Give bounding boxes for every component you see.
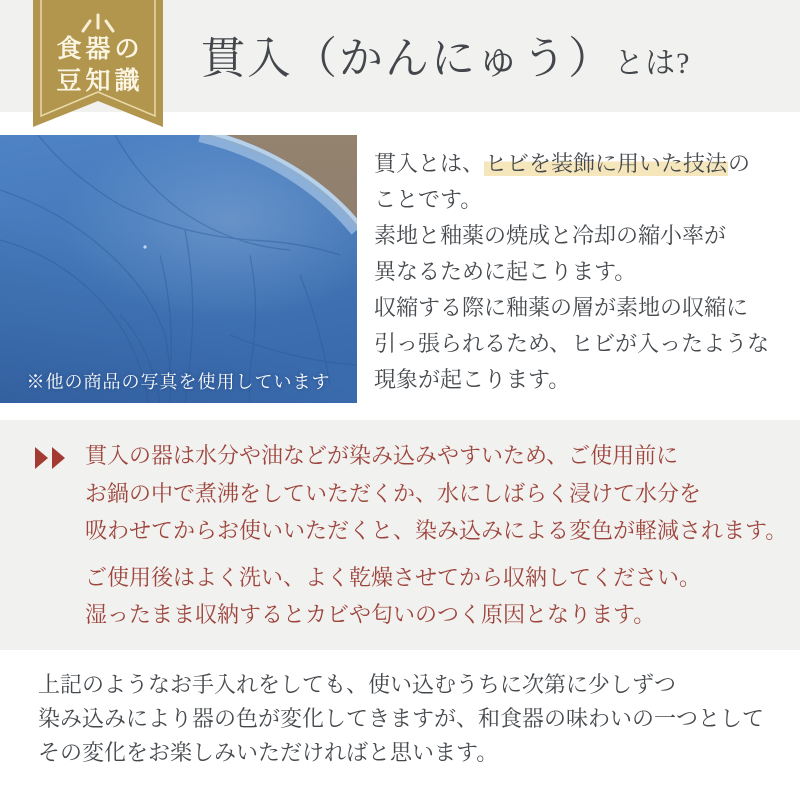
page-title-main: 貫入（かんにゅう） — [201, 34, 615, 83]
care-instructions-text — [85, 437, 787, 634]
ribbon-label-line1: 食器の — [56, 35, 144, 63]
aging-note-line: 染み込みにより器の色が変化してきますが、和食器の味わいの一つとして — [38, 706, 765, 731]
description-line: 現象が起こります。 — [374, 367, 571, 392]
kannyu-description — [374, 146, 769, 398]
knowledge-ribbon-badge — [33, 0, 163, 128]
aging-note-text — [38, 668, 764, 770]
crackle-glaze-photo — [0, 135, 357, 403]
care-line: ご使用後はよく洗い、よく乾燥させてから収納してください。 — [85, 564, 702, 590]
care-paragraph-1 — [85, 437, 787, 550]
care-line: 湿ったまま収納するとカビや匂いのつく原因となります。 — [85, 602, 656, 627]
page-title — [201, 22, 690, 86]
photo-caption: ※他の商品の写真を使用しています — [26, 372, 331, 392]
description-line: 収縮する際に釉薬の層が素地の収縮に — [374, 295, 749, 320]
care-line: お鍋の中で煮沸をしていただくか、水にしばらく浸けて水分を — [85, 480, 702, 506]
description-line: 素地と釉薬の焼成と冷却の縮小率が — [374, 223, 727, 248]
double-arrow-right-icon — [35, 447, 69, 469]
care-line: 吸わせてからお使いいただくと、染み込みによる変色が軽減されます。 — [85, 518, 788, 543]
aging-note-line: 上記のようなお手入れをしても、使い込むうちに次第に少しずつ — [38, 672, 677, 697]
care-paragraph-2 — [85, 559, 787, 634]
ribbon-label — [33, 33, 163, 97]
description-line: 異なるために起こります。 — [374, 259, 637, 284]
highlighted-phrase: ヒビを装飾に用いた技法 — [485, 151, 728, 176]
description-line: 貫入とは、ヒビを装飾に用いた技法の — [374, 151, 751, 176]
page-title-suffix: とは? — [614, 47, 691, 80]
aging-note-line: その変化をお楽しみいただければと思います。 — [38, 740, 499, 765]
description-line: 引っ張られるため、ヒビが入ったような — [374, 331, 770, 356]
description-line: ことです。 — [374, 187, 483, 212]
care-instructions-band — [0, 420, 800, 650]
ribbon-label-line2: 豆知識 — [56, 67, 144, 95]
care-line: 貫入の器は水分や油などが染み込みやすいため、ご使用前に — [85, 443, 679, 468]
crackle-glaze-illustration — [0, 135, 357, 403]
